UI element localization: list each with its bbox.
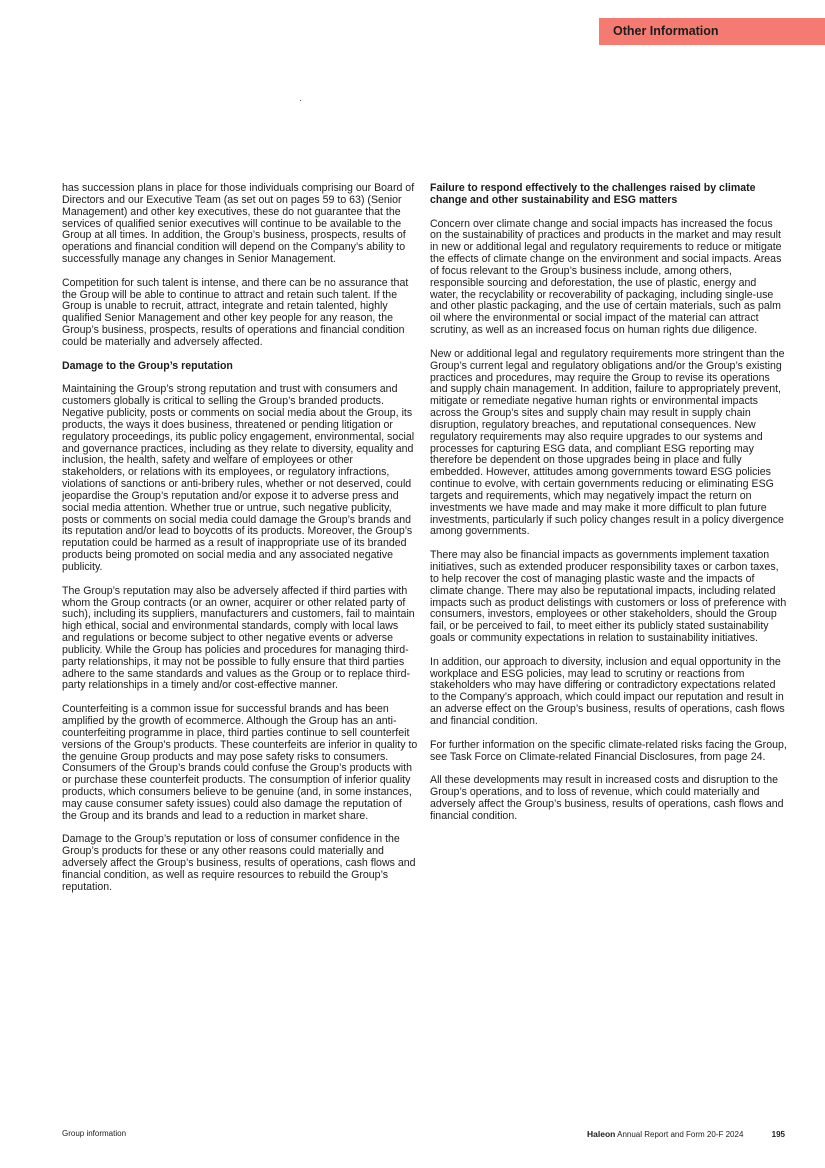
paragraph-third-parties: The Group’s reputation may also be adversely affected if third parties with whom the Group contracts (or an owner, acquirer or other related party of such), including its suppliers, manufacturers and customers, fail to maintain high ethical, social and environmental standards, comply with local laws and regulations or become subject to other negative events or adverse publicity. While the Group has policies and procedures for managing third-party relationships, it may not be possible to fully ensure that third parties adhere to the same standards and values as the Group or to replace third-party relationships in a timely and/or cost-effective manner.	[62, 584, 415, 692]
heading-reputation: Damage to the Group’s reputation	[62, 359, 233, 372]
footer-section-label: Group information	[62, 1129, 127, 1138]
section-tab: Other Information	[599, 18, 825, 45]
paragraph-succession: has succession plans in place for those individuals comprising our Board of Directors and our Executive Team (as set out on pages 59 to 63) (Senior Management) and other key executives, these do not guarantee that the services of qualified senior executives will continue to be available to the Group at all times. In addition, the Group’s business, prospects, results of operations and financial condition will depend on the Company’s ability to successfully manage any changes in Senior Management.	[62, 182, 415, 266]
stray-mark	[300, 100, 301, 101]
paragraph-developments: All these developments may result in increased costs and disruption to the Group’s operations, and to loss of revenue, which could materially and adversely affect the Group’s business, results of operations, cash flows and financial condition.	[430, 774, 784, 822]
paragraph-reputation-trust: Maintaining the Group’s strong reputation and trust with consumers and customers globally is critical to selling the Group’s branded products. Negative publicity, posts or comments on social media about the Group, its products, the ways it does business, threatened or pending litigation or regulatory proceedings, its public policy engagement, environmental, social and governance practices, including as they relate to diversity, equality and inclusion, the health, safety and welfare of employees or other stakeholders, or relations with its employees, or regulatory infractions, violations of sanctions or anti-bribery rules, whether or not deserved, could jeopardise the Group’s reputation and/or expose it to adverse press and social media attention. Whether true or untrue, such negative publicity, posts or comments on social media could damage the Group’s brands and its reputation and/or lead to boycotts of its products. Moreover, the Group’s reputation could be harmed as a result of inappropriate use of its branded products being promoted on social media and any associated negative publicity.	[62, 383, 415, 573]
footer-report-info	[587, 1129, 785, 1140]
paragraph-diversity-approach: In addition, our approach to diversity, inclusion and equal opportunity in the workplace and ESG policies, may lead to scrutiny or reactions from stakeholders who may have differing or contradictory expectations related to the Company’s approach, which could impact our reputation and result in an adverse effect on the Group’s business, results of operations, cash flows and financial condition.	[430, 655, 785, 727]
paragraph-financial-impacts: There may also be financial impacts as governments implement taxation initiatives, such as extended producer responsibility taxes or carbon taxes, to help recover the cost of managing plastic waste and the impacts of climate change. There may also be reputational impacts, including related impacts such as product delistings with customers or loss of preference with consumers, investors, employees or other stakeholders, should the Group fail, or be perceived to fail, to meet either its publicly stated sustainability goals or community expectations in relation to sustainability initiatives.	[430, 549, 787, 645]
right-column	[430, 183, 787, 834]
heading-climate-change: Failure to respond effectively to the challenges raised by climate change and other sustainability and ESG matters	[430, 182, 756, 206]
paragraph-counterfeiting: Counterfeiting is a common issue for successful brands and has been amplified by the growth of ecommerce. Although the Group has an anti-counterfeiting programme in place, third parties continue to sell counterfeit versions of the Group’s products. These counterfeits are inferior in quality to the genuine Group products and may pose safety risks to consumers. Consumers of the Group’s brands could confuse the Group’s products with or purchase these counterfeit products. The consumption of inferior quality products, which consumers believe to be genuine (and, in some instances, may cause consumer safety issues) could also damage the reputation of the Group and its brands and lead to a reduction in market share.	[62, 703, 418, 822]
paragraph-consumer-confidence: Damage to the Group’s reputation or loss of consumer confidence in the Group’s products for these or any other reasons could materially and adversely affect the Group’s business, results of operations, cash flows and financial condition, as well as require resources to rebuild the Group’s reputation.	[62, 833, 416, 893]
left-column	[62, 183, 418, 905]
footer-report-title: Annual Report and Form 20-F 2024	[617, 1130, 744, 1139]
paragraph-climate-concern: Concern over climate change and social impacts has increased the focus on the sustainability of practices and products in the market and may result in new or additional legal and regulatory requirements to reduce or mitigate the effects of climate change on the environment and social impacts. Areas of focus relevant to the Group’s business include, among others, responsible sourcing and deforestation, the use of plastic, energy and water, the recyclability or recoverability of packaging, including single-use and other plastic packaging, and the use of certain materials, such as palm oil where the environmental or social impact of the material can attract scrutiny, as well as an increased focus on human rights due diligence.	[430, 217, 782, 337]
page-number: 195	[771, 1130, 785, 1139]
footer-brand: Haleon	[586, 1129, 616, 1139]
paragraph-competition: Competition for such talent is intense, and there can be no assurance that the Group will be able to continue to attract and retain such talent. If the Group is unable to recruit, attract, integrate and retain talented, highly qualified Senior Management and other key people for any reason, the Group’s business, prospects, results of operations and financial condition could be materially and adversely affected.	[62, 276, 409, 348]
paragraph-regulatory-requirements: New or additional legal and regulatory requirements more stringent than the Group’s current legal and regulatory obligations and/or the Group’s existing practices and procedures, may require the Group to revise its operations and supply chain management. In addition, failure to appropriately prevent, mitigate or remediate negative human rights or environmental impacts across the Group’s sites and supply chain may result in supply chain disruption, regulatory breaches, and reputational consequences. New regulatory requirements may also require upgrades to our systems and processes for capturing ESG data, and compliant ESG reporting may therefore be dependent on those upgrades being in place and fully embedded. However, attitudes among governments toward ESG policies continue to evolve, with certain governments reducing or eliminating ESG targets and requirements, which may negatively impact the return on investments we have made and may make it more difficult to plan future investments, particularly if such policy changes result in a policy divergence among governments.	[430, 347, 785, 538]
paragraph-further-information: For further information on the specific climate-related risks facing the Group, see Task Force on Climate-related Financial Disclosures, from page 24.	[430, 738, 787, 763]
